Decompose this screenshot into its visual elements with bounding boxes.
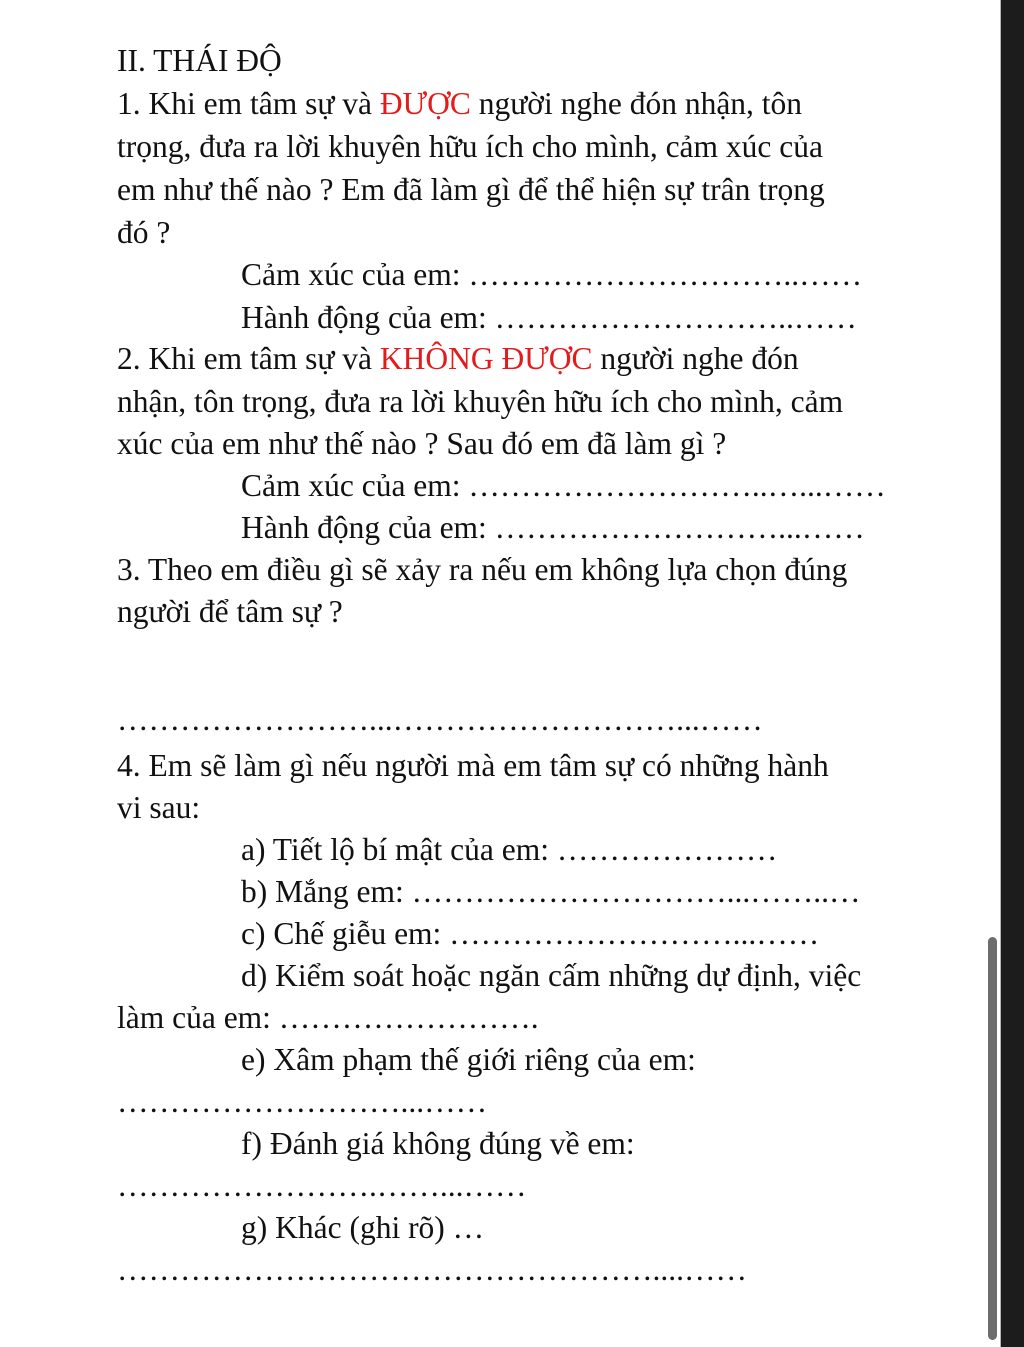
q2-action-field: Hành động của em: ………………………...……	[241, 510, 865, 545]
q4-item-d-cont: làm của em: …………………….	[117, 1000, 539, 1035]
q1-line-1	[117, 88, 802, 120]
q2-text: 2. Khi em tâm sự và	[117, 341, 380, 376]
q1-line-4: đó ?	[117, 215, 171, 250]
q1-action-field: Hành động của em: ………………………..……	[241, 300, 857, 335]
q3-answer-field: ……………………...………………………...……	[117, 702, 763, 737]
q4-item-b: b) Mắng em: …………………………...……..…	[241, 874, 861, 909]
q2-emphasis: KHÔNG ĐƯỢC	[379, 341, 593, 376]
q2-text-cont: người nghe đón	[592, 341, 799, 376]
q4-item-f: f) Đánh giá không đúng về em:	[241, 1126, 635, 1161]
q2-feeling-field: Cảm xúc của em: ………………………..…...……	[241, 468, 886, 503]
q1-emphasis: ĐƯỢC	[379, 86, 471, 121]
q4-item-g-answer: ……………………………………………....……	[117, 1252, 747, 1287]
q3-line-1: 3. Theo em điều gì sẽ xảy ra nếu em không lựa chọn đúng	[117, 552, 848, 587]
q4-item-e-answer: ………………………...……	[117, 1084, 488, 1119]
q2-line-3: xúc của em như thế nào ? Sau đó em đã làm gì ?	[117, 426, 727, 461]
vertical-scrollbar[interactable]	[988, 937, 997, 1340]
q4-item-g: g) Khác (ghi rõ) …	[241, 1210, 485, 1245]
q1-feeling-field: Cảm xúc của em: …………………………..……	[241, 257, 863, 292]
q4-item-f-answer: …………………….……...……	[117, 1168, 527, 1203]
section-title: II. THÁI ĐỘ	[117, 43, 282, 78]
q4-item-a: a) Tiết lộ bí mật của em: …………………	[241, 832, 778, 867]
q3-line-2: người để tâm sự ?	[117, 594, 343, 629]
q2-line-1	[117, 343, 799, 375]
q4-item-c: c) Chế giễu em: ………………………...……	[241, 916, 820, 951]
q1-text: 1. Khi em tâm sự và	[117, 86, 380, 121]
q1-line-2: trọng, đưa ra lời khuyên hữu ích cho mình, cảm xúc của	[117, 129, 823, 164]
q4-item-e: e) Xâm phạm thế giới riêng của em:	[241, 1042, 696, 1077]
q1-text-cont: người nghe đón nhận, tôn	[470, 86, 803, 121]
q4-line-2: vi sau:	[117, 790, 201, 825]
q4-item-d: d) Kiểm soát hoặc ngăn cấm những dự định, việc	[241, 958, 862, 993]
q1-line-3: em như thế nào ? Em đã làm gì để thể hiện sự trân trọng	[117, 172, 825, 207]
q2-line-2: nhận, tôn trọng, đưa ra lời khuyên hữu ích cho mình, cảm	[117, 384, 844, 419]
q4-line-1: 4. Em sẽ làm gì nếu người mà em tâm sự có những hành	[117, 748, 829, 783]
